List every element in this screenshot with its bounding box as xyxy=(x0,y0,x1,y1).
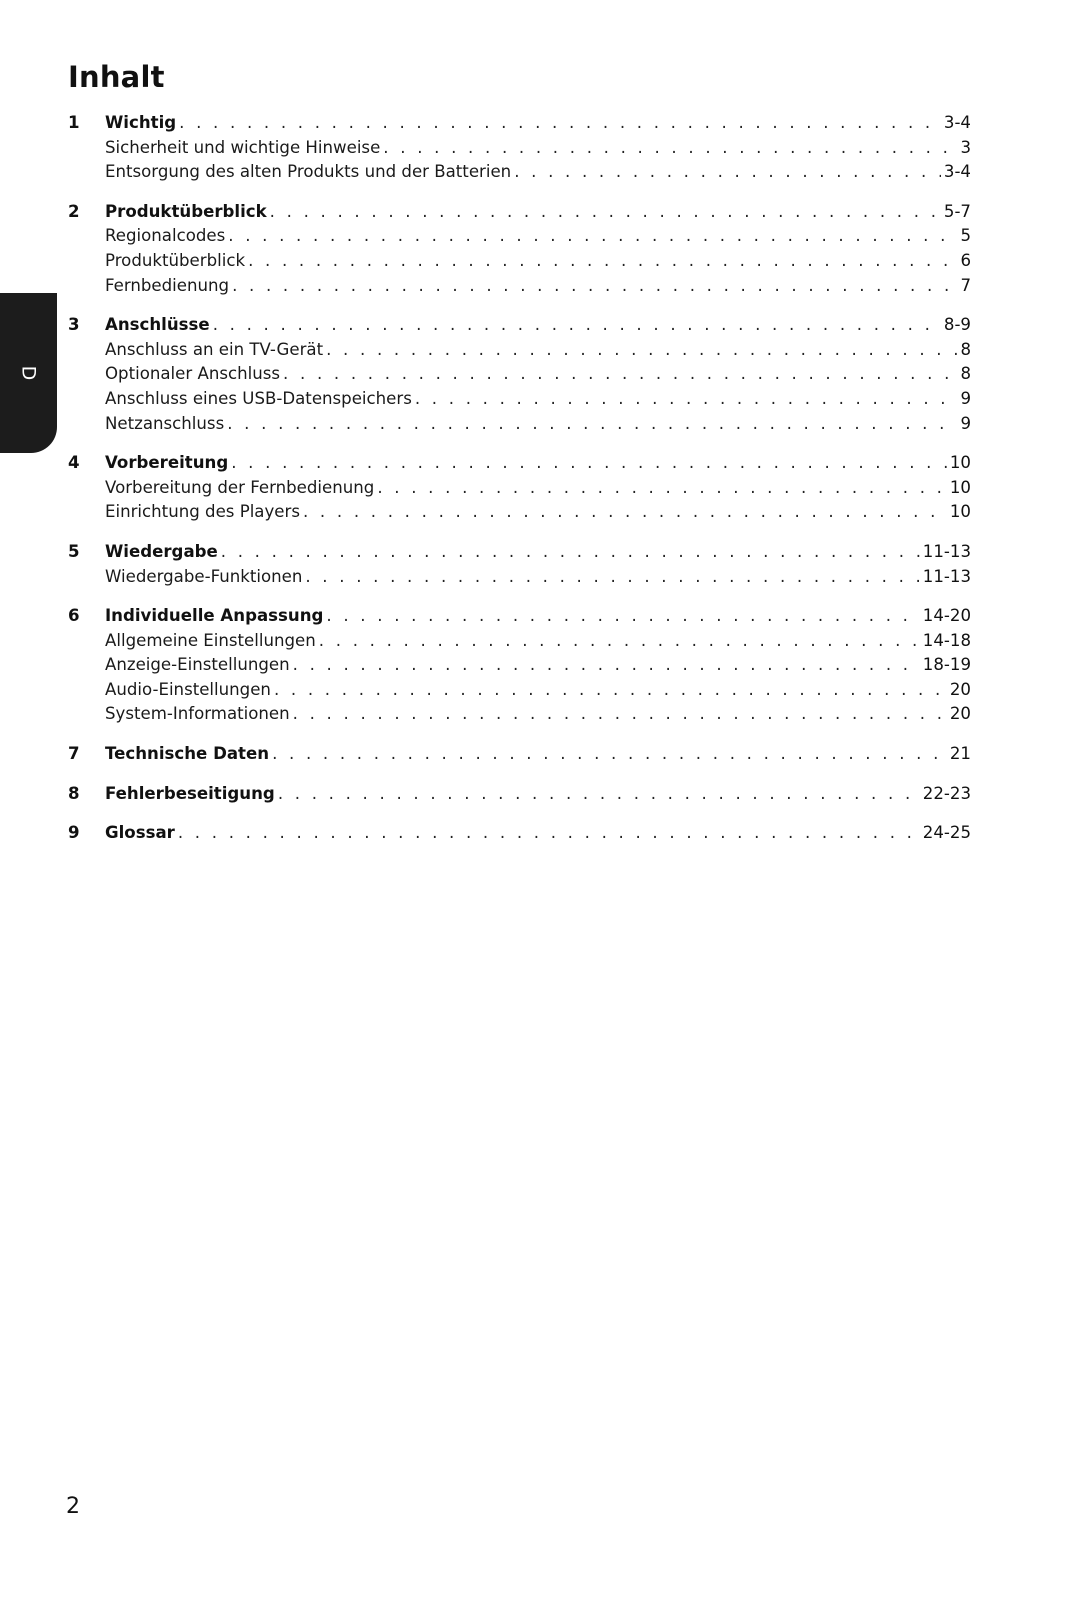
dot-leader xyxy=(232,274,957,299)
chapter-number: 4 xyxy=(68,453,80,473)
chapter-title: Wiedergabe xyxy=(105,540,221,565)
chapter-title: Technische Daten xyxy=(105,742,272,767)
toc-leader-line xyxy=(105,274,971,299)
subsection-page-ref: 20 xyxy=(947,678,971,703)
subsection-page-ref: 10 xyxy=(947,500,971,525)
dot-leader xyxy=(415,387,958,412)
subsection-page-ref: 5 xyxy=(957,224,971,249)
dot-leader xyxy=(228,224,957,249)
chapter-number: 6 xyxy=(68,606,80,626)
toc-subsection-row xyxy=(68,136,971,161)
subsection-page-ref: 8 xyxy=(957,362,971,387)
subsection-page-ref: 6 xyxy=(957,249,971,274)
chapter-number: 7 xyxy=(68,744,80,764)
chapter-page-ref: 3-4 xyxy=(941,111,971,136)
subsection-page-ref: 8 xyxy=(957,338,971,363)
subsection-page-ref: 11-13 xyxy=(920,565,971,590)
toc-chapter-row xyxy=(68,313,971,338)
subsection-page-ref: 18-19 xyxy=(920,653,971,678)
toc-chapter-row xyxy=(68,604,971,629)
dot-leader xyxy=(377,476,947,501)
toc-subsection-row xyxy=(68,160,971,185)
toc-subsection-row xyxy=(68,387,971,412)
dot-leader xyxy=(305,565,919,590)
toc-leader-line xyxy=(105,702,971,727)
subsection-title: Einrichtung des Players xyxy=(105,500,303,525)
toc-section xyxy=(68,111,971,185)
subsection-page-ref: 3-4 xyxy=(941,160,971,185)
toc-leader-line xyxy=(105,821,971,846)
chapter-page-ref: 14-20 xyxy=(920,604,971,629)
toc-section xyxy=(68,200,971,298)
chapter-title: Anschlüsse xyxy=(105,313,213,338)
toc-leader-line xyxy=(105,412,971,437)
dot-leader xyxy=(283,362,957,387)
page-number: 2 xyxy=(66,1494,80,1519)
toc-chapter-row xyxy=(68,451,971,476)
toc-subsection-row xyxy=(68,412,971,437)
toc-subsection-row xyxy=(68,249,971,274)
language-tab xyxy=(0,293,57,453)
toc-section xyxy=(68,451,971,525)
chapter-title: Wichtig xyxy=(105,111,179,136)
toc-chapter-row xyxy=(68,540,971,565)
subsection-page-ref: 3 xyxy=(957,136,971,161)
toc-leader-line xyxy=(105,249,971,274)
toc-leader-line xyxy=(105,476,971,501)
dot-leader xyxy=(383,136,957,161)
chapter-number: 5 xyxy=(68,541,80,561)
chapter-page-ref: 21 xyxy=(947,742,971,767)
dot-leader xyxy=(248,249,957,274)
dot-leader xyxy=(514,160,941,185)
toc-leader-line xyxy=(105,653,971,678)
dot-leader xyxy=(278,782,920,807)
toc-leader-line xyxy=(105,160,971,185)
chapter-page-ref: 5-7 xyxy=(941,200,971,225)
chapter-page-ref: 24-25 xyxy=(920,821,971,846)
toc-leader-line xyxy=(105,565,971,590)
dot-leader xyxy=(303,500,947,525)
toc-chapter-row xyxy=(68,111,971,136)
chapter-number: 8 xyxy=(68,783,80,803)
toc-chapter-row xyxy=(68,821,971,846)
toc-subsection-row xyxy=(68,274,971,299)
toc-leader-line xyxy=(105,782,971,807)
subsection-page-ref: 14-18 xyxy=(920,629,971,654)
toc-leader-line xyxy=(105,136,971,161)
subsection-title: Regionalcodes xyxy=(105,224,228,249)
toc-leader-line xyxy=(105,111,971,136)
toc-section xyxy=(68,313,971,436)
chapter-number: 2 xyxy=(68,201,80,221)
dot-leader xyxy=(319,629,920,654)
toc-section xyxy=(68,821,971,846)
subsection-title: Fernbedienung xyxy=(105,274,232,299)
dot-leader xyxy=(221,540,920,565)
chapter-page-ref: 10 xyxy=(947,451,971,476)
chapter-number: 3 xyxy=(68,315,80,335)
toc-leader-line xyxy=(105,451,971,476)
chapter-number: 9 xyxy=(68,823,80,843)
subsection-page-ref: 7 xyxy=(957,274,971,299)
toc-subsection-row xyxy=(68,678,971,703)
toc-subsection-row xyxy=(68,362,971,387)
subsection-title: Entsorgung des alten Produkts und der Batterien xyxy=(105,160,514,185)
subsection-title: Anzeige-Einstellungen xyxy=(105,653,293,678)
toc-subsection-row xyxy=(68,224,971,249)
subsection-title: Anschluss eines USB-Datenspeichers xyxy=(105,387,415,412)
toc-section xyxy=(68,742,971,767)
toc-subsection-row xyxy=(68,629,971,654)
subsection-title: System-Informationen xyxy=(105,702,293,727)
toc-subsection-row xyxy=(68,338,971,363)
dot-leader xyxy=(272,742,947,767)
toc-leader-line xyxy=(105,387,971,412)
subsection-title: Anschluss an ein TV-Gerät xyxy=(105,338,326,363)
toc-chapter-row xyxy=(68,200,971,225)
chapter-page-ref: 8-9 xyxy=(941,313,971,338)
toc-leader-line xyxy=(105,742,971,767)
dot-leader xyxy=(227,412,957,437)
toc-leader-line xyxy=(105,500,971,525)
dot-leader xyxy=(179,111,941,136)
toc-subsection-row xyxy=(68,476,971,501)
toc-leader-line xyxy=(105,604,971,629)
toc-leader-line xyxy=(105,540,971,565)
toc-subsection-row xyxy=(68,702,971,727)
dot-leader xyxy=(231,451,947,476)
subsection-title: Wiedergabe-Funktionen xyxy=(105,565,305,590)
dot-leader xyxy=(326,338,957,363)
subsection-title: Netzanschluss xyxy=(105,412,227,437)
subsection-title: Produktüberblick xyxy=(105,249,248,274)
toc-subsection-row xyxy=(68,565,971,590)
toc-section xyxy=(68,782,971,807)
subsection-page-ref: 20 xyxy=(947,702,971,727)
subsection-page-ref: 9 xyxy=(957,412,971,437)
chapter-page-ref: 11-13 xyxy=(920,540,971,565)
toc-subsection-row xyxy=(68,653,971,678)
subsection-title: Allgemeine Einstellungen xyxy=(105,629,319,654)
chapter-title: Glossar xyxy=(105,821,178,846)
chapter-title: Individuelle Anpassung xyxy=(105,604,326,629)
dot-leader xyxy=(178,821,920,846)
page-title: Inhalt xyxy=(68,60,165,94)
toc-leader-line xyxy=(105,224,971,249)
chapter-title: Vorbereitung xyxy=(105,451,231,476)
toc-section xyxy=(68,540,971,589)
toc-leader-line xyxy=(105,629,971,654)
subsection-title: Vorbereitung der Fernbedienung xyxy=(105,476,377,501)
dot-leader xyxy=(213,313,941,338)
table-of-contents xyxy=(68,111,971,861)
dot-leader xyxy=(274,678,947,703)
subsection-page-ref: 9 xyxy=(957,387,971,412)
language-tab-label: D xyxy=(17,365,40,381)
toc-subsection-row xyxy=(68,500,971,525)
toc-leader-line xyxy=(105,678,971,703)
toc-chapter-row xyxy=(68,742,971,767)
toc-leader-line xyxy=(105,362,971,387)
chapter-title: Fehlerbeseitigung xyxy=(105,782,278,807)
chapter-page-ref: 22-23 xyxy=(920,782,971,807)
subsection-title: Optionaler Anschluss xyxy=(105,362,283,387)
chapter-number: 1 xyxy=(68,113,80,132)
dot-leader xyxy=(293,702,947,727)
subsection-title: Sicherheit und wichtige Hinweise xyxy=(105,136,383,161)
toc-chapter-row xyxy=(68,782,971,807)
chapter-title: Produktüberblick xyxy=(105,200,270,225)
dot-leader xyxy=(293,653,920,678)
dot-leader xyxy=(326,604,919,629)
subsection-title: Audio-Einstellungen xyxy=(105,678,274,703)
toc-section xyxy=(68,604,971,727)
toc-leader-line xyxy=(105,200,971,225)
toc-leader-line xyxy=(105,338,971,363)
toc-leader-line xyxy=(105,313,971,338)
subsection-page-ref: 10 xyxy=(947,476,971,501)
dot-leader xyxy=(270,200,941,225)
